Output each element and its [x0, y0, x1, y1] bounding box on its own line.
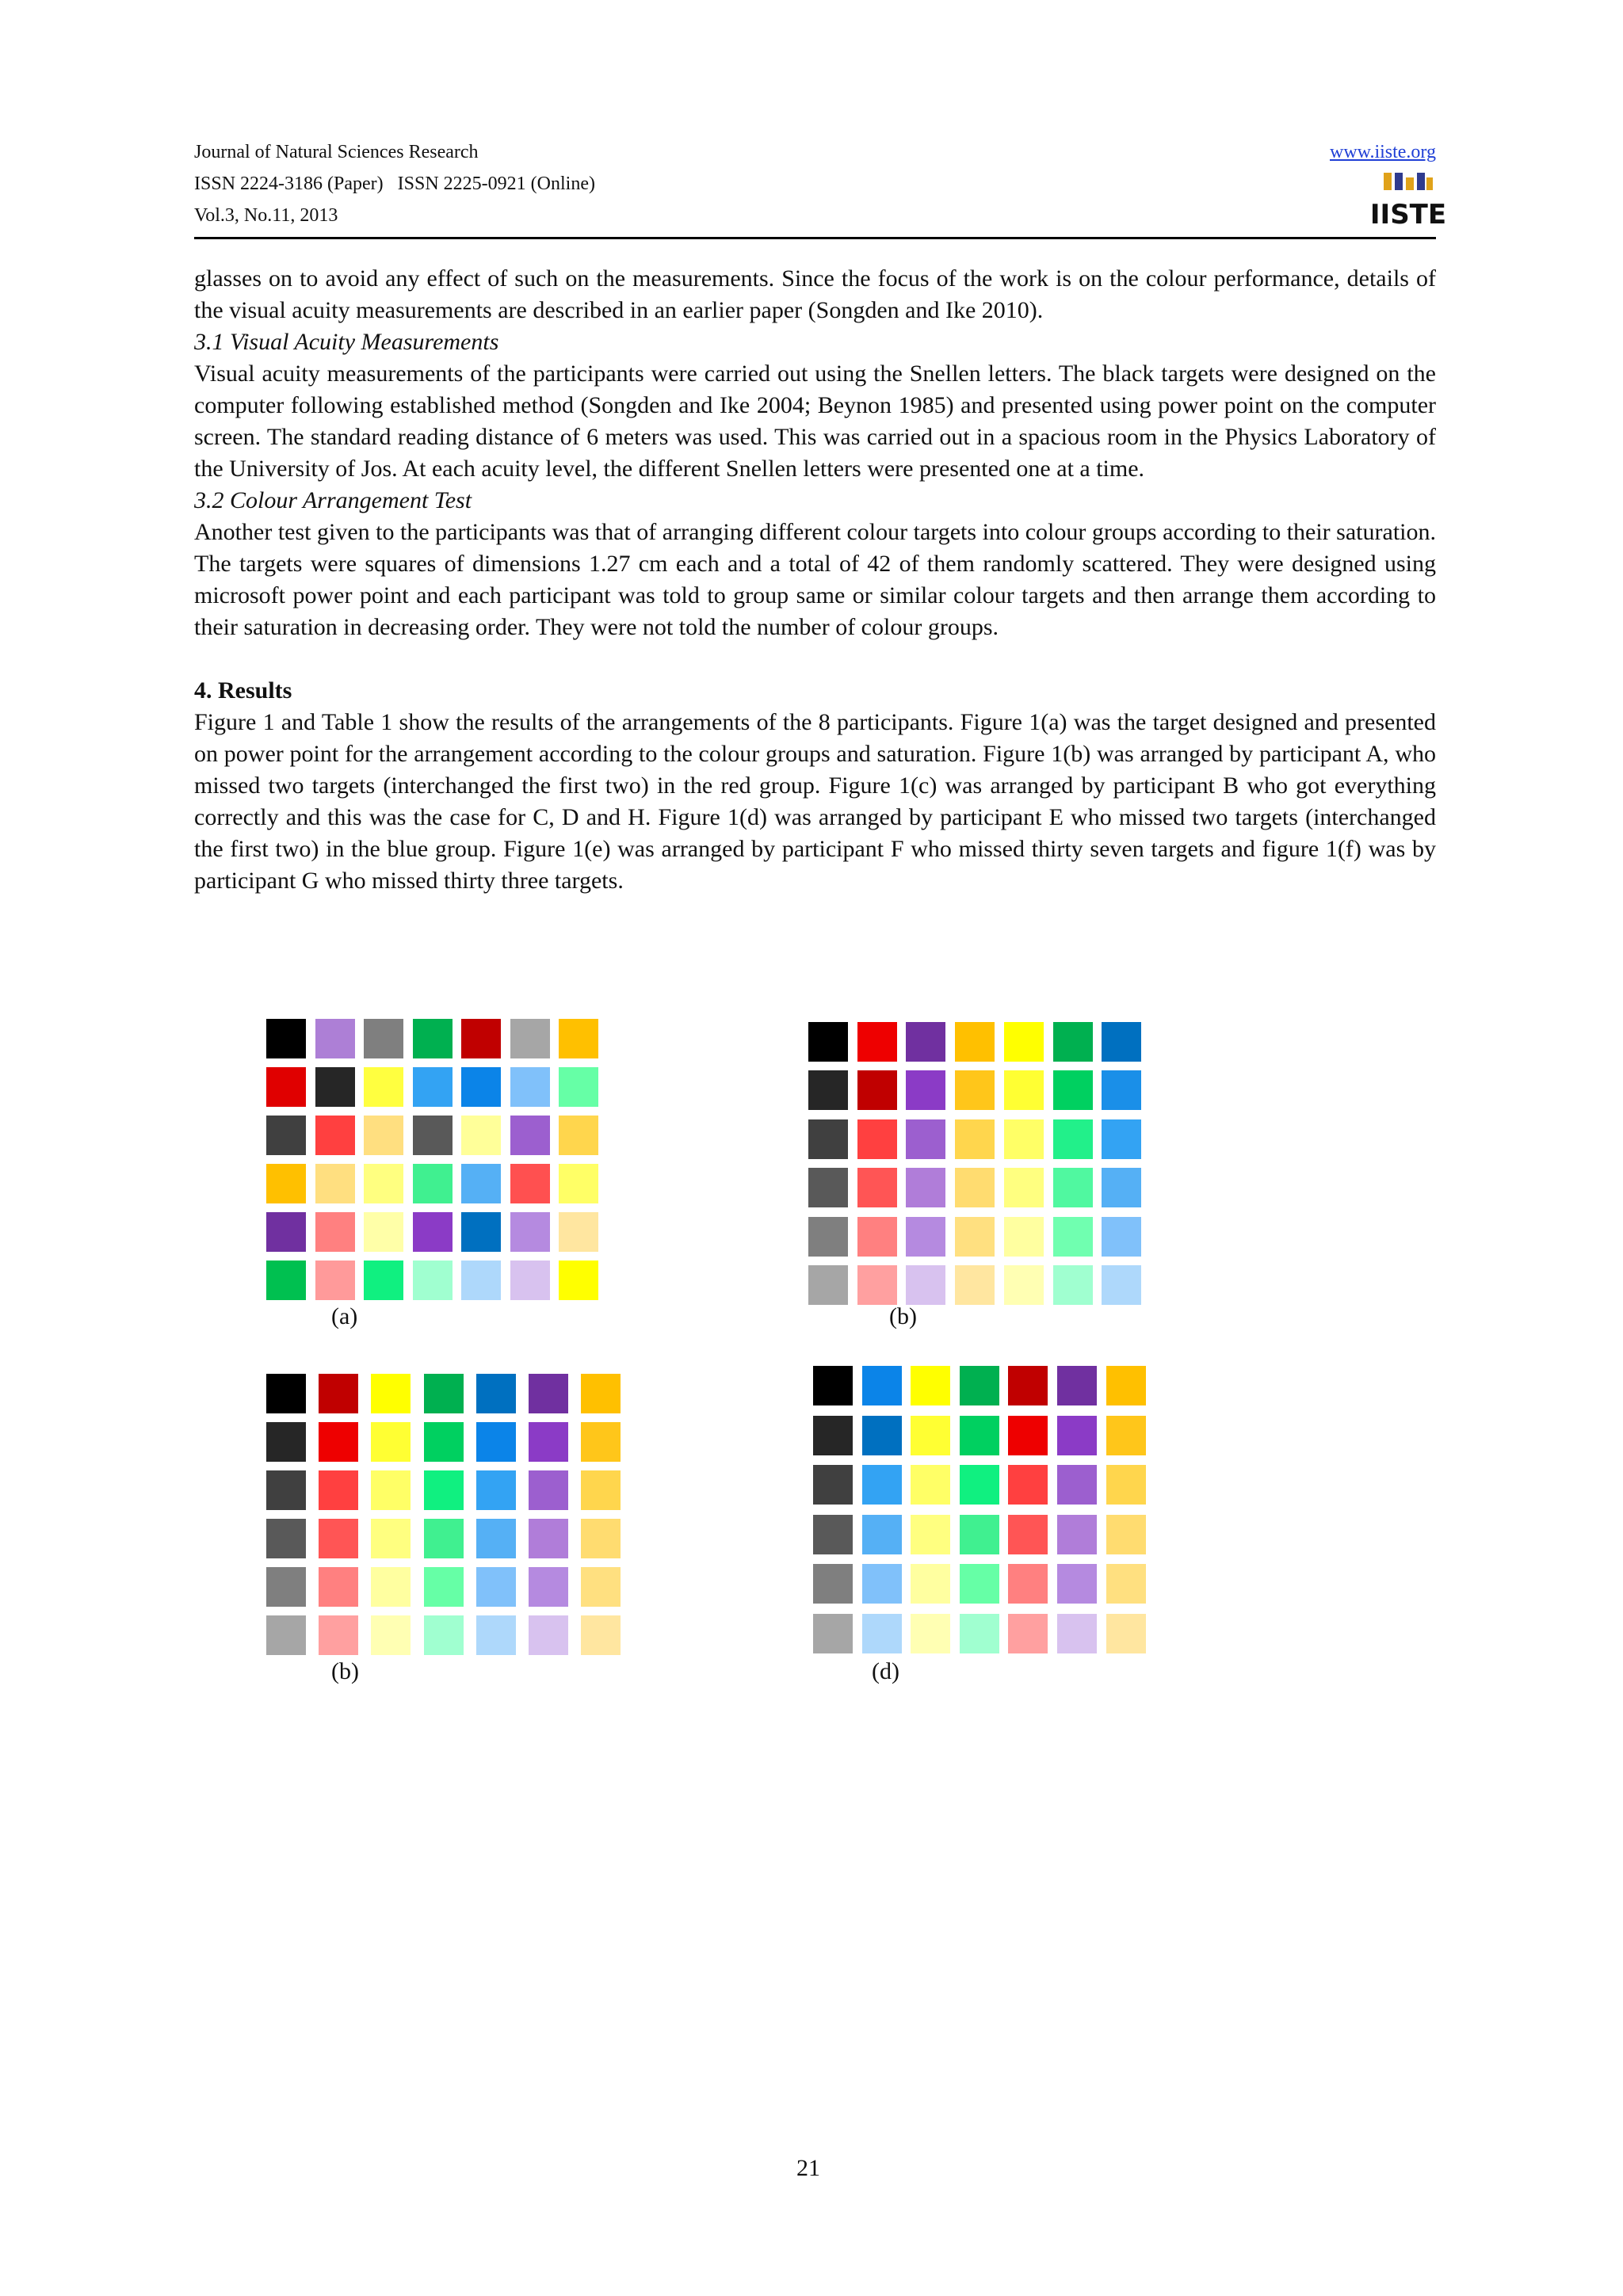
colour-target	[1106, 1614, 1146, 1653]
colour-target	[529, 1374, 568, 1413]
paragraph: glasses on to avoid any effect of such on the measurements. Since the focus of the work is on the colour performance, details of the visual acuity measurements are described in an earlier paper (Songden and Ike 2010).	[194, 265, 1436, 323]
colour-target	[906, 1217, 945, 1257]
colour-target	[1106, 1515, 1146, 1554]
colour-target	[559, 1019, 598, 1058]
journal-url-link[interactable]: www.iiste.org	[1330, 142, 1436, 162]
colour-target	[413, 1067, 453, 1107]
iiste-logo	[1369, 170, 1447, 231]
figure-caption-d: (d)	[872, 1658, 899, 1684]
colour-target	[857, 1119, 897, 1159]
colour-target	[424, 1615, 464, 1655]
section-heading-3-1: 3.1 Visual Acuity Measurements	[194, 329, 499, 355]
colour-target	[476, 1519, 516, 1558]
colour-target	[529, 1519, 568, 1558]
colour-target	[461, 1261, 501, 1300]
colour-target	[1053, 1022, 1093, 1062]
colour-target	[559, 1164, 598, 1203]
colour-target	[906, 1022, 945, 1062]
colour-target	[911, 1366, 950, 1405]
colour-target	[581, 1374, 621, 1413]
colour-target	[862, 1515, 902, 1554]
paragraph: Another test given to the participants was that of arranging different colour targets into colour groups according to their saturation. The targets were squares of dimensions 1.27 cm each and a total of 42 of them randomly scattered. They were designed using microsoft power point and each participant was told to group same or similar colour targets and then arrange them according to their saturation in decreasing order. They were not told the number of colour groups.	[194, 519, 1436, 640]
paragraph: Visual acuity measurements of the participants were carried out using the Snellen letters. The black targets were designed on the computer following established method (Songden and Ike 2004; Beynon 1985) and presented using power point on the computer screen. The standard reading distance of 6 meters was used. This was carried out in a spacious room in the Physics Laboratory of the University of Jos. At each acuity level, the different Snellen letters were presented one at a time.	[194, 360, 1436, 482]
colour-target	[559, 1261, 598, 1300]
colour-target	[1004, 1265, 1044, 1305]
colour-target	[266, 1615, 306, 1655]
colour-target	[857, 1022, 897, 1062]
colour-target	[319, 1470, 358, 1510]
colour-target	[857, 1168, 897, 1207]
colour-target	[1053, 1119, 1093, 1159]
colour-target	[424, 1567, 464, 1607]
colour-target	[529, 1422, 568, 1462]
colour-target	[424, 1519, 464, 1558]
colour-target	[510, 1261, 550, 1300]
colour-target	[559, 1212, 598, 1252]
colour-target	[1008, 1564, 1048, 1604]
colour-target	[510, 1116, 550, 1155]
colour-target	[266, 1067, 306, 1107]
figure-caption-b: (b)	[889, 1303, 917, 1329]
colour-target	[862, 1465, 902, 1505]
colour-target	[371, 1615, 411, 1655]
colour-target	[476, 1615, 516, 1655]
colour-target	[461, 1067, 501, 1107]
section-heading-3-2: 3.2 Colour Arrangement Test	[194, 487, 472, 513]
figure-caption-c: (b)	[331, 1658, 359, 1684]
colour-target	[266, 1116, 306, 1155]
colour-target	[413, 1212, 453, 1252]
colour-target	[960, 1416, 999, 1455]
colour-target	[911, 1416, 950, 1455]
colour-target	[1053, 1265, 1093, 1305]
colour-target	[808, 1022, 848, 1062]
colour-target	[1008, 1614, 1048, 1653]
colour-target	[581, 1470, 621, 1510]
colour-target	[315, 1164, 355, 1203]
colour-target	[1102, 1022, 1141, 1062]
colour-target	[413, 1164, 453, 1203]
colour-target	[813, 1614, 853, 1653]
journal-name: Journal of Natural Sciences Research	[194, 142, 479, 162]
colour-target	[1057, 1515, 1097, 1554]
colour-target	[510, 1067, 550, 1107]
colour-target	[808, 1265, 848, 1305]
colour-target	[461, 1212, 501, 1252]
logo-wordmark: IISTE	[1369, 199, 1447, 231]
colour-target	[413, 1116, 453, 1155]
colour-target	[529, 1470, 568, 1510]
colour-target	[510, 1212, 550, 1252]
colour-target	[319, 1519, 358, 1558]
colour-target	[857, 1265, 897, 1305]
colour-target	[319, 1615, 358, 1655]
colour-target	[529, 1567, 568, 1607]
colour-target	[906, 1265, 945, 1305]
colour-target	[1004, 1070, 1044, 1110]
colour-target	[461, 1116, 501, 1155]
colour-target	[808, 1168, 848, 1207]
colour-target	[1008, 1366, 1048, 1405]
colour-target	[813, 1564, 853, 1604]
colour-target	[1053, 1168, 1093, 1207]
colour-target	[510, 1164, 550, 1203]
colour-target	[371, 1519, 411, 1558]
colour-target	[364, 1067, 403, 1107]
running-header	[194, 136, 1447, 239]
colour-target	[266, 1422, 306, 1462]
colour-target	[813, 1515, 853, 1554]
colour-target	[955, 1119, 995, 1159]
colour-target	[911, 1515, 950, 1554]
colour-target	[315, 1116, 355, 1155]
colour-target	[266, 1164, 306, 1203]
colour-target	[476, 1374, 516, 1413]
colour-target	[857, 1070, 897, 1110]
colour-target	[960, 1465, 999, 1505]
colour-target	[1057, 1366, 1097, 1405]
colour-target	[1004, 1119, 1044, 1159]
colour-target	[1053, 1217, 1093, 1257]
colour-target	[1057, 1465, 1097, 1505]
colour-target	[906, 1119, 945, 1159]
colour-target	[1106, 1465, 1146, 1505]
colour-target	[315, 1067, 355, 1107]
colour-target	[266, 1519, 306, 1558]
colour-target	[1053, 1070, 1093, 1110]
colour-target	[1004, 1168, 1044, 1207]
colour-target	[862, 1614, 902, 1653]
colour-target	[266, 1019, 306, 1058]
colour-target	[364, 1116, 403, 1155]
colour-target	[955, 1070, 995, 1110]
colour-target	[510, 1019, 550, 1058]
colour-target	[266, 1261, 306, 1300]
volume-line: Vol.3, No.11, 2013	[194, 205, 338, 226]
colour-target	[315, 1019, 355, 1058]
colour-target	[857, 1217, 897, 1257]
colour-target	[364, 1261, 403, 1300]
colour-target	[906, 1070, 945, 1110]
colour-target	[813, 1366, 853, 1405]
colour-target	[315, 1261, 355, 1300]
colour-target	[476, 1470, 516, 1510]
colour-target	[1057, 1416, 1097, 1455]
colour-target	[906, 1168, 945, 1207]
colour-target	[1106, 1416, 1146, 1455]
colour-target	[266, 1374, 306, 1413]
colour-target	[960, 1515, 999, 1554]
colour-target	[319, 1422, 358, 1462]
colour-target	[955, 1168, 995, 1207]
colour-target	[476, 1567, 516, 1607]
colour-target	[424, 1470, 464, 1510]
colour-target	[476, 1422, 516, 1462]
article-body	[194, 263, 1436, 897]
page-number: 21	[796, 2155, 820, 2181]
colour-target	[1004, 1022, 1044, 1062]
colour-target	[1106, 1366, 1146, 1405]
colour-target	[581, 1567, 621, 1607]
colour-target	[319, 1567, 358, 1607]
colour-target	[808, 1119, 848, 1159]
colour-target	[266, 1212, 306, 1252]
colour-target	[319, 1374, 358, 1413]
colour-target	[813, 1416, 853, 1455]
colour-target	[364, 1019, 403, 1058]
colour-target	[1102, 1217, 1141, 1257]
colour-target	[461, 1164, 501, 1203]
colour-target	[581, 1615, 621, 1655]
colour-target	[1008, 1416, 1048, 1455]
colour-target	[371, 1422, 411, 1462]
colour-target	[808, 1217, 848, 1257]
colour-target	[1057, 1564, 1097, 1604]
colour-target	[1106, 1564, 1146, 1604]
figure-caption-a: (a)	[331, 1303, 358, 1329]
section-heading-4: 4. Results	[194, 677, 292, 704]
colour-target	[266, 1470, 306, 1510]
colour-target	[371, 1567, 411, 1607]
colour-target	[862, 1366, 902, 1405]
colour-target	[862, 1564, 902, 1604]
colour-target	[955, 1217, 995, 1257]
colour-target	[960, 1614, 999, 1653]
colour-target	[960, 1564, 999, 1604]
colour-target	[1008, 1465, 1048, 1505]
colour-target	[1102, 1265, 1141, 1305]
colour-target	[413, 1261, 453, 1300]
colour-target	[371, 1374, 411, 1413]
colour-target	[529, 1615, 568, 1655]
colour-target	[581, 1422, 621, 1462]
colour-target	[371, 1470, 411, 1510]
colour-target	[424, 1422, 464, 1462]
colour-target	[955, 1265, 995, 1305]
colour-target	[1102, 1168, 1141, 1207]
colour-target	[413, 1019, 453, 1058]
colour-target	[424, 1374, 464, 1413]
paragraph: Figure 1 and Table 1 show the results of the arrangements of the 8 participants. Figure 1(a) was the target designed and presented on power point for the arrangement according to the colour groups and saturation. Figure 1(b) was arranged by participant A, who missed two targets (interchanged the first two) in the red group. Figure 1(c) was arranged by participant B who got everything correctly and this was the case for C, D and H. Figure 1(d) was arranged by participant E who missed two targets (interchanged the first two) in the blue group. Figure 1(e) was arranged by participant F who missed thirty seven targets and figure 1(f) was by participant G who missed thirty three targets.	[194, 709, 1436, 894]
colour-target	[581, 1519, 621, 1558]
colour-target	[808, 1070, 848, 1110]
colour-target	[960, 1366, 999, 1405]
colour-target	[862, 1416, 902, 1455]
colour-target	[315, 1212, 355, 1252]
issn-line: ISSN 2224-3186 (Paper) ISSN 2225-0921 (Online)	[194, 174, 595, 194]
colour-target	[266, 1567, 306, 1607]
colour-target	[364, 1212, 403, 1252]
colour-target	[1102, 1119, 1141, 1159]
colour-target	[911, 1614, 950, 1653]
colour-target	[559, 1116, 598, 1155]
colour-target	[955, 1022, 995, 1062]
colour-target	[911, 1564, 950, 1604]
colour-target	[1004, 1217, 1044, 1257]
header-rule	[194, 237, 1436, 239]
colour-target	[461, 1019, 501, 1058]
colour-target	[559, 1067, 598, 1107]
colour-target	[1008, 1515, 1048, 1554]
colour-target	[364, 1164, 403, 1203]
colour-target	[1057, 1614, 1097, 1653]
colour-target	[813, 1465, 853, 1505]
colour-target	[911, 1465, 950, 1505]
colour-target	[1102, 1070, 1141, 1110]
